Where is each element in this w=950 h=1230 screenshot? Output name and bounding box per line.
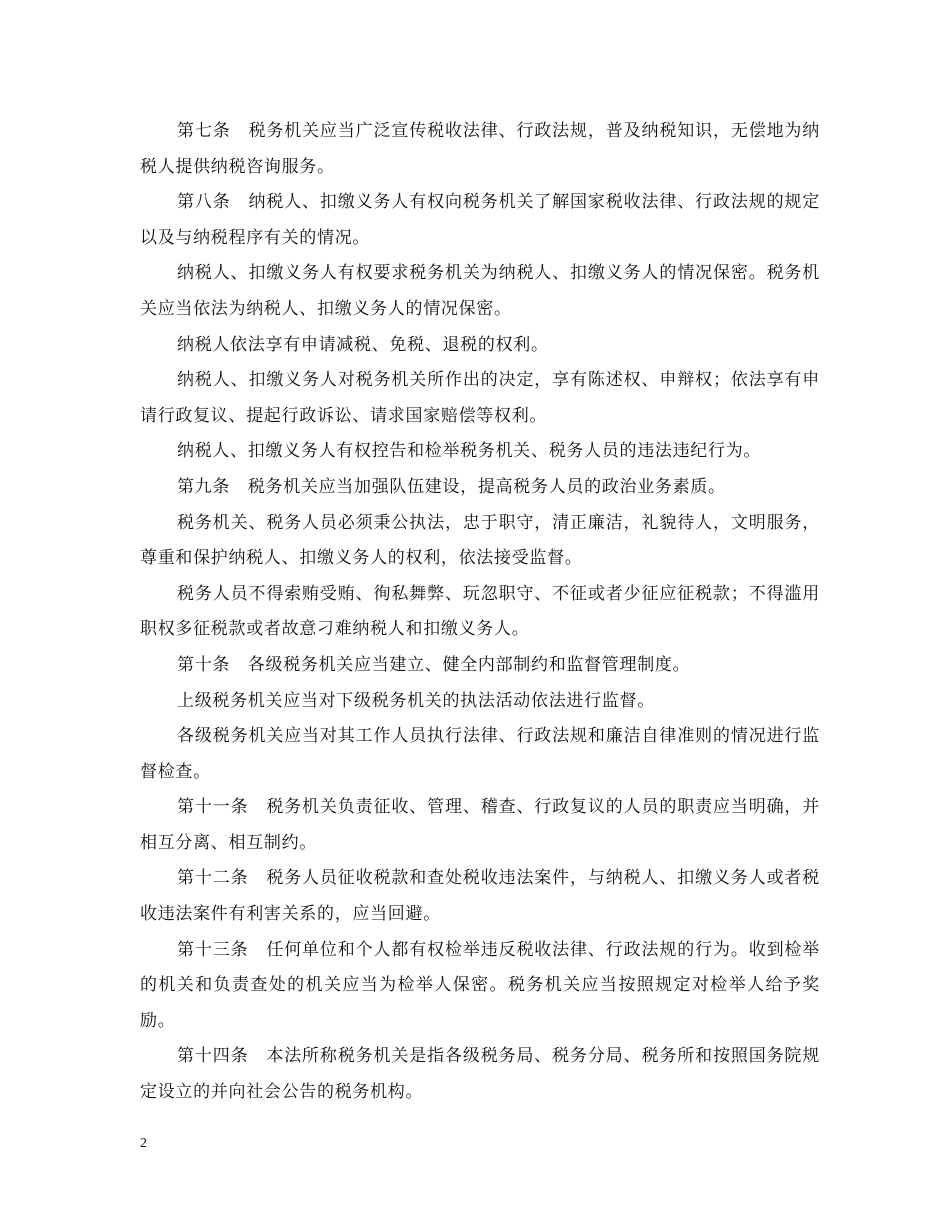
paragraph-confidentiality: 纳税人、扣缴义务人有权要求税务机关为纳税人、扣缴义务人的情况保密。税务机关应当依法为纳税人、扣缴义务人的情况保密。 [140,263,820,319]
paragraph-article-13: 第十三条 任何单位和个人都有权检举违反税收法律、行政法规的行为。收到检举的机关和负责查处的机关应当为检举人保密。税务机关应当按照规定对检举人给予奖励。 [140,939,820,1031]
paragraph-complaint-rights: 纳税人、扣缴义务人有权控告和检举税务机关、税务人员的违法违纪行为。 [177,441,762,462]
paragraph-article-8: 第八条 纳税人、扣缴义务人有权向税务机关了解国家税收法律、行政法规的规定以及与纳税程序有关的情况。 [140,192,820,248]
paragraph-prohibitions: 税务人员不得索贿受贿、徇私舞弊、玩忽职守、不征或者少征应征税款；不得滥用职权多征税款或者故意刁难纳税人和扣缴义务人。 [140,583,820,640]
paragraph-article-11: 第十一条 税务机关负责征收、管理、稽查、行政复议的人员的职责应当明确，并相互分离、相互制约。 [140,797,820,853]
paragraph-article-14: 第十四条 本法所称税务机关是指各级税务局、税务分局、税务所和按照国务院规定设立的并向社会公告的税务机构。 [140,1046,820,1103]
document-body [140,114,820,1111]
paragraph-article-7: 第七条 税务机关应当广泛宣传税收法律、行政法规，普及纳税知识，无偿地为纳税人提供纳税咨询服务。 [140,121,820,177]
page-number: 2 [140,1136,147,1151]
paragraph-article-10: 第十条 各级税务机关应当建立、健全内部制约和监督管理制度。 [177,654,691,675]
paragraph-tax-relief: 纳税人依法享有申请减税、免税、退税的权利。 [177,334,549,355]
paragraph-conduct: 税务机关、税务人员必须秉公执法，忠于职守，清正廉洁，礼貌待人，文明服务，尊重和保护纳税人、扣缴义务人的权利，依法接受监督。 [140,512,820,569]
paragraph-article-9: 第九条 税务机关应当加强队伍建设，提高税务人员的政治业务素质。 [177,476,726,497]
paragraph-article-12: 第十二条 税务人员征收税款和查处税收违法案件，与纳税人、扣缴义务人或者税收违法案件有利害关系的，应当回避。 [140,868,820,925]
paragraph-appeal-rights: 纳税人、扣缴义务人对税务机关所作出的决定，享有陈述权、申辩权；依法享有申请行政复议、提起行政诉讼、请求国家赔偿等权利。 [140,370,820,426]
paragraph-supervision: 上级税务机关应当对下级税务机关的执法活动依法进行监督。 [177,690,655,711]
paragraph-inspection: 各级税务机关应当对其工作人员执行法律、行政法规和廉洁自律准则的情况进行监督检查。 [140,726,820,782]
